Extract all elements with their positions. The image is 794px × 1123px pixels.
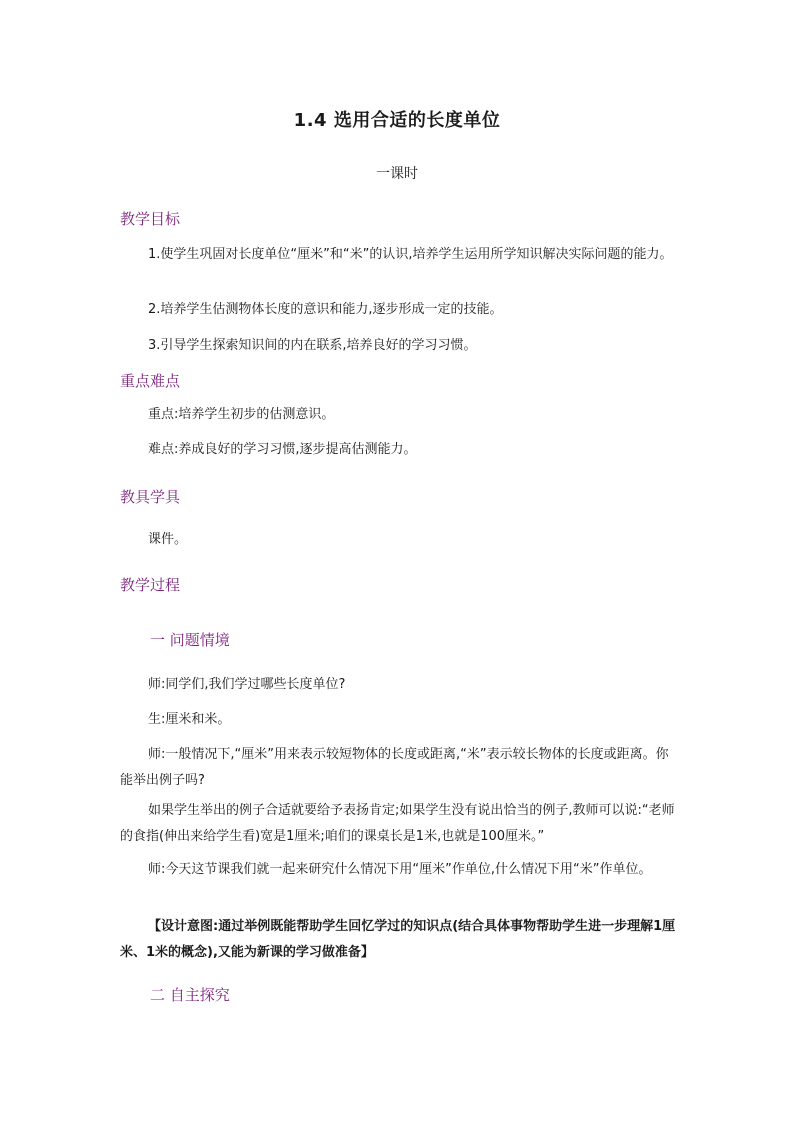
section-one-title: 一 问题情境 — [150, 631, 230, 649]
heading-key-points: 重点难点 — [120, 372, 181, 390]
objective-item: 1.使学生巩固对长度单位“厘米”和“米”的认识,培养学生运用所学知识解决实际问题的能力。 — [148, 247, 673, 262]
page-title: 1.4 选用合适的长度单位 — [293, 110, 501, 131]
objective-item: 3.引导学生探索知识间的内在联系,培养良好的学习习惯。 — [148, 338, 477, 353]
teaching-note-paragraph: 如果学生举出的例子合适就要给予表扬肯定;如果学生没有说出恰当的例子,教师可以说:“老师的食指(伸出来给学生看)宽是1厘米;咱们的课桌长是1米,也就是100厘米。” — [120, 803, 675, 844]
heading-materials: 教具学具 — [120, 488, 181, 506]
objective-item: 2.培养学生估测物体长度的意识和能力,逐步形成一定的技能。 — [148, 302, 503, 317]
dialogue-paragraph: 师:同学们,我们学过哪些长度单位? — [148, 677, 346, 692]
heading-process: 教学过程 — [120, 576, 181, 594]
dialogue-paragraph: 生:厘米和米。 — [148, 712, 231, 727]
materials-text: 课件。 — [148, 532, 188, 547]
section-two-title: 二 自主探究 — [150, 986, 230, 1004]
page-subtitle: 一课时 — [376, 166, 418, 182]
design-intent-paragraph: 【设计意图:通过举例既能帮助学生回忆学过的知识点(结合具体事物帮助学生进一步理解1厘米、1米的概念),又能为新课的学习做准备】 — [120, 919, 676, 960]
dialogue-paragraph: 师:一般情况下,“厘米”用来表示较短物体的长度或距离,“米”表示较长物体的长度或距离。你能举出例子吗? — [120, 747, 669, 788]
difficulty-item: 难点:养成良好的学习习惯,逐步提高估测能力。 — [148, 442, 417, 457]
heading-objectives: 教学目标 — [120, 210, 181, 228]
dialogue-paragraph: 师:今天这节课我们就一起来研究什么情况下用“厘米”作单位,什么情况下用“米”作单位。 — [148, 862, 652, 877]
key-point-item: 重点:培养学生初步的估测意识。 — [148, 407, 335, 422]
